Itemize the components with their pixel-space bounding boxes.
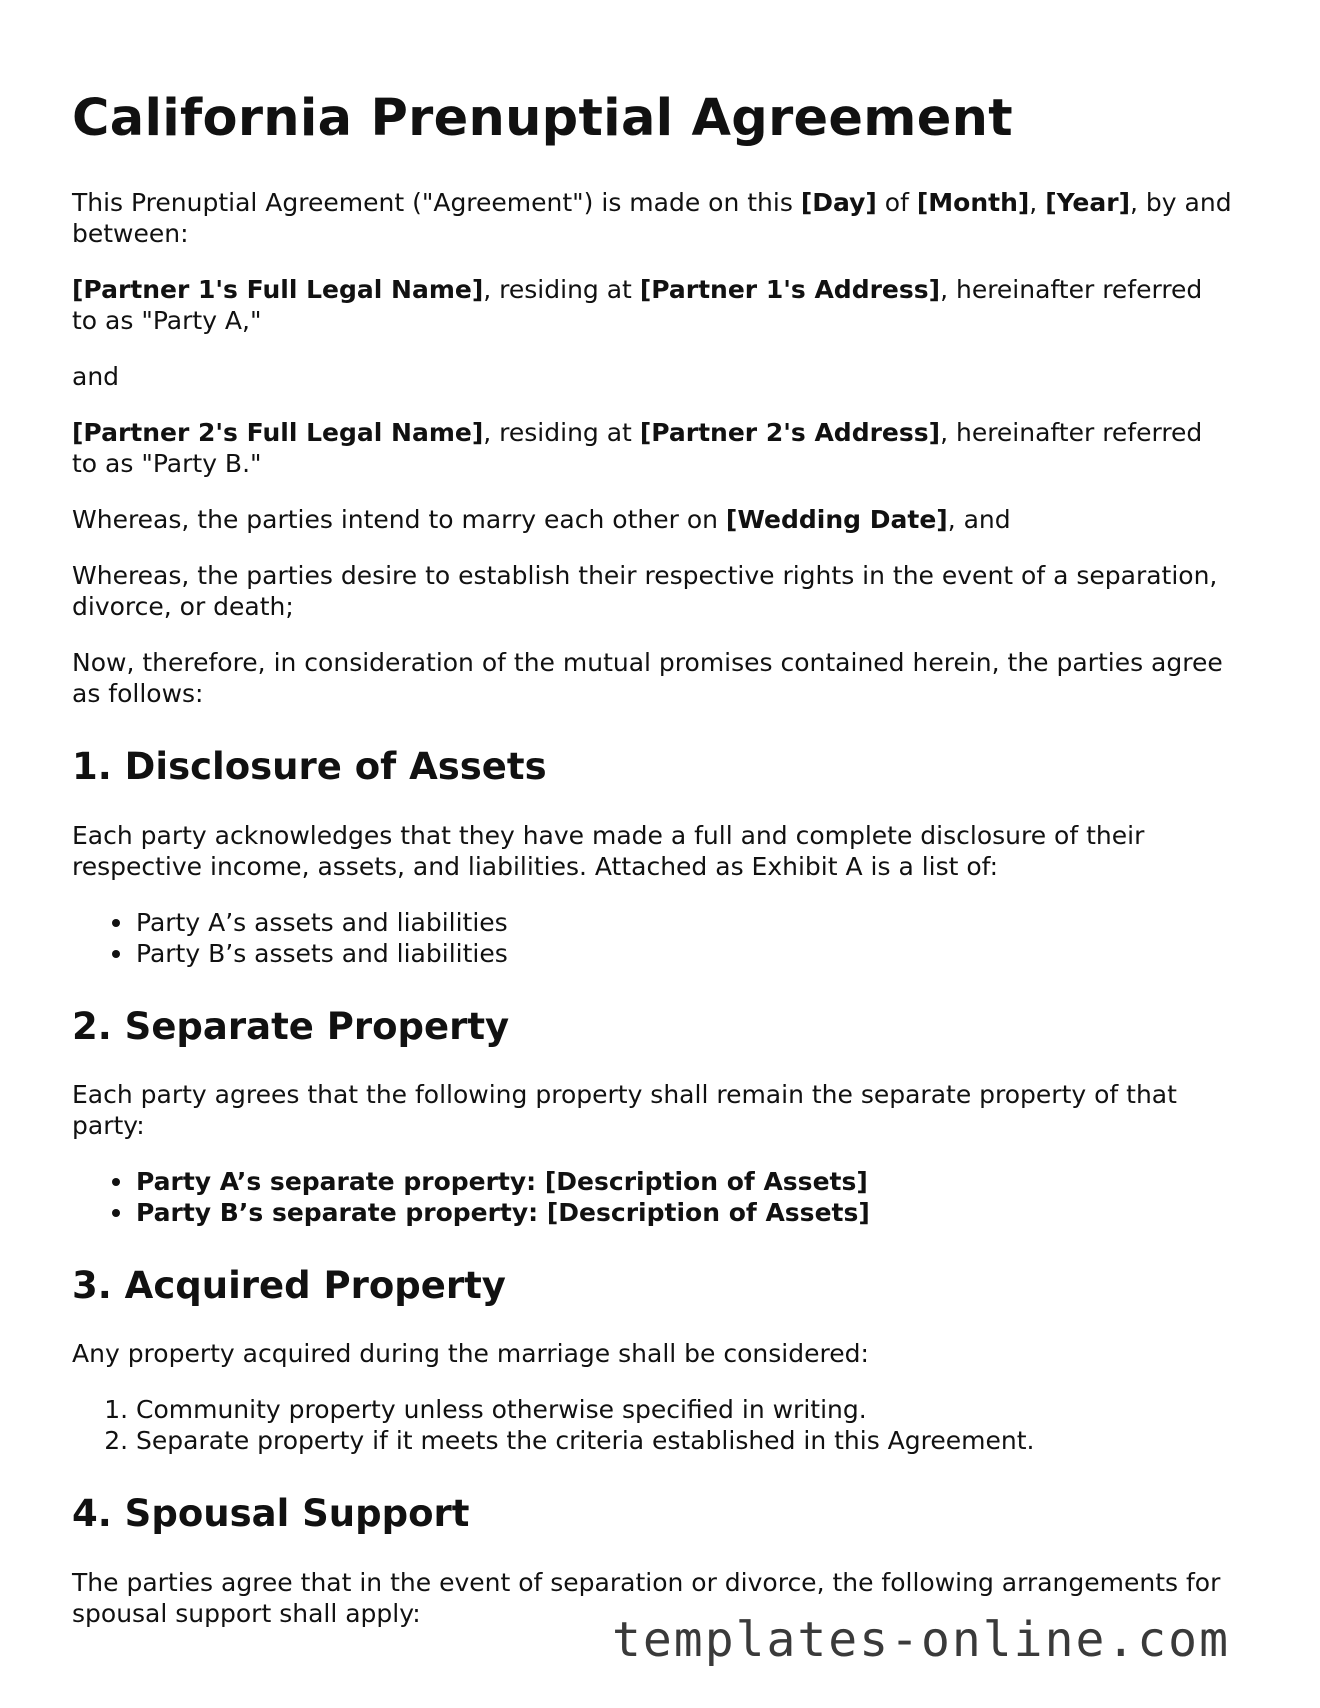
- now-therefore-paragraph: Now, therefore, in consideration of the mutual promises contained herein, the parties agree as follows:: [72, 648, 1223, 709]
- party-a-name-placeholder: [Partner 1's Full Legal Name]: [72, 275, 484, 305]
- section-3-list: [72, 1394, 1232, 1456]
- list-item: Party A’s assets and liabilities: [136, 907, 1232, 938]
- list-item: Party B’s separate property: [Description of Assets]: [136, 1197, 1232, 1228]
- section-4-heading: 4. Spousal Support: [72, 1492, 470, 1536]
- list-item: 2. Separate property if it meets the criteria established in this Agreement.: [136, 1425, 1232, 1456]
- section-4-text: The parties agree that in the event of separation or divorce, the following arrangements for spousal support shall apply:: [72, 1567, 1221, 1628]
- document: [72, 88, 1232, 1654]
- section-3-heading: 3. Acquired Property: [72, 1263, 506, 1307]
- list-item: Party A’s separate property: [Description of Assets]: [136, 1166, 1232, 1197]
- and-paragraph: and: [72, 362, 120, 392]
- party-a-paragraph: [Partner 1's Full Legal Name], residing at [Partner 1's Address], hereinafter referred to as "Party A,": [72, 275, 1203, 336]
- list-item: 1. Community property unless otherwise specified in writing.: [136, 1394, 1232, 1425]
- section-2-text: Each party agrees that the following property shall remain the separate property of that party:: [72, 1079, 1177, 1140]
- watermark: templates-online.com: [612, 1612, 1230, 1668]
- party-b-name-placeholder: [Partner 2's Full Legal Name]: [72, 418, 484, 448]
- page-title: California Prenuptial Agreement: [72, 89, 1013, 148]
- party-a-address-placeholder: [Partner 1's Address]: [639, 275, 941, 305]
- intro-paragraph: This Prenuptial Agreement ("Agreement") is made on this [Day] of [Month], [Year], by and between:: [72, 188, 1232, 249]
- section-1-list: [72, 907, 1232, 969]
- section-3-text: Any property acquired during the marriage shall be considered:: [72, 1339, 869, 1369]
- section-2-list: [72, 1166, 1232, 1228]
- whereas-marry-paragraph: Whereas, the parties intend to marry each other on [Wedding Date], and: [72, 505, 1011, 535]
- party-b-address-placeholder: [Partner 2's Address]: [639, 418, 941, 448]
- whereas-rights-paragraph: Whereas, the parties desire to establish their respective rights in the event of a separation, divorce, or death;: [72, 561, 1218, 622]
- day-placeholder: [Day]: [800, 188, 877, 218]
- party-b-paragraph: [Partner 2's Full Legal Name], residing at [Partner 2's Address], hereinafter referred to as "Party B.": [72, 418, 1203, 479]
- section-1-heading: 1. Disclosure of Assets: [72, 745, 547, 789]
- year-placeholder: [Year]: [1045, 188, 1131, 218]
- wedding-date-placeholder: [Wedding Date]: [725, 505, 948, 535]
- section-2-heading: 2. Separate Property: [72, 1004, 510, 1048]
- month-placeholder: [Month]: [916, 188, 1030, 218]
- list-item: Party B’s assets and liabilities: [136, 938, 1232, 969]
- section-1-text: Each party acknowledges that they have made a full and complete disclosure of their respective income, assets, and liabilities. Attached as Exhibit A is a list of:: [72, 820, 1145, 881]
